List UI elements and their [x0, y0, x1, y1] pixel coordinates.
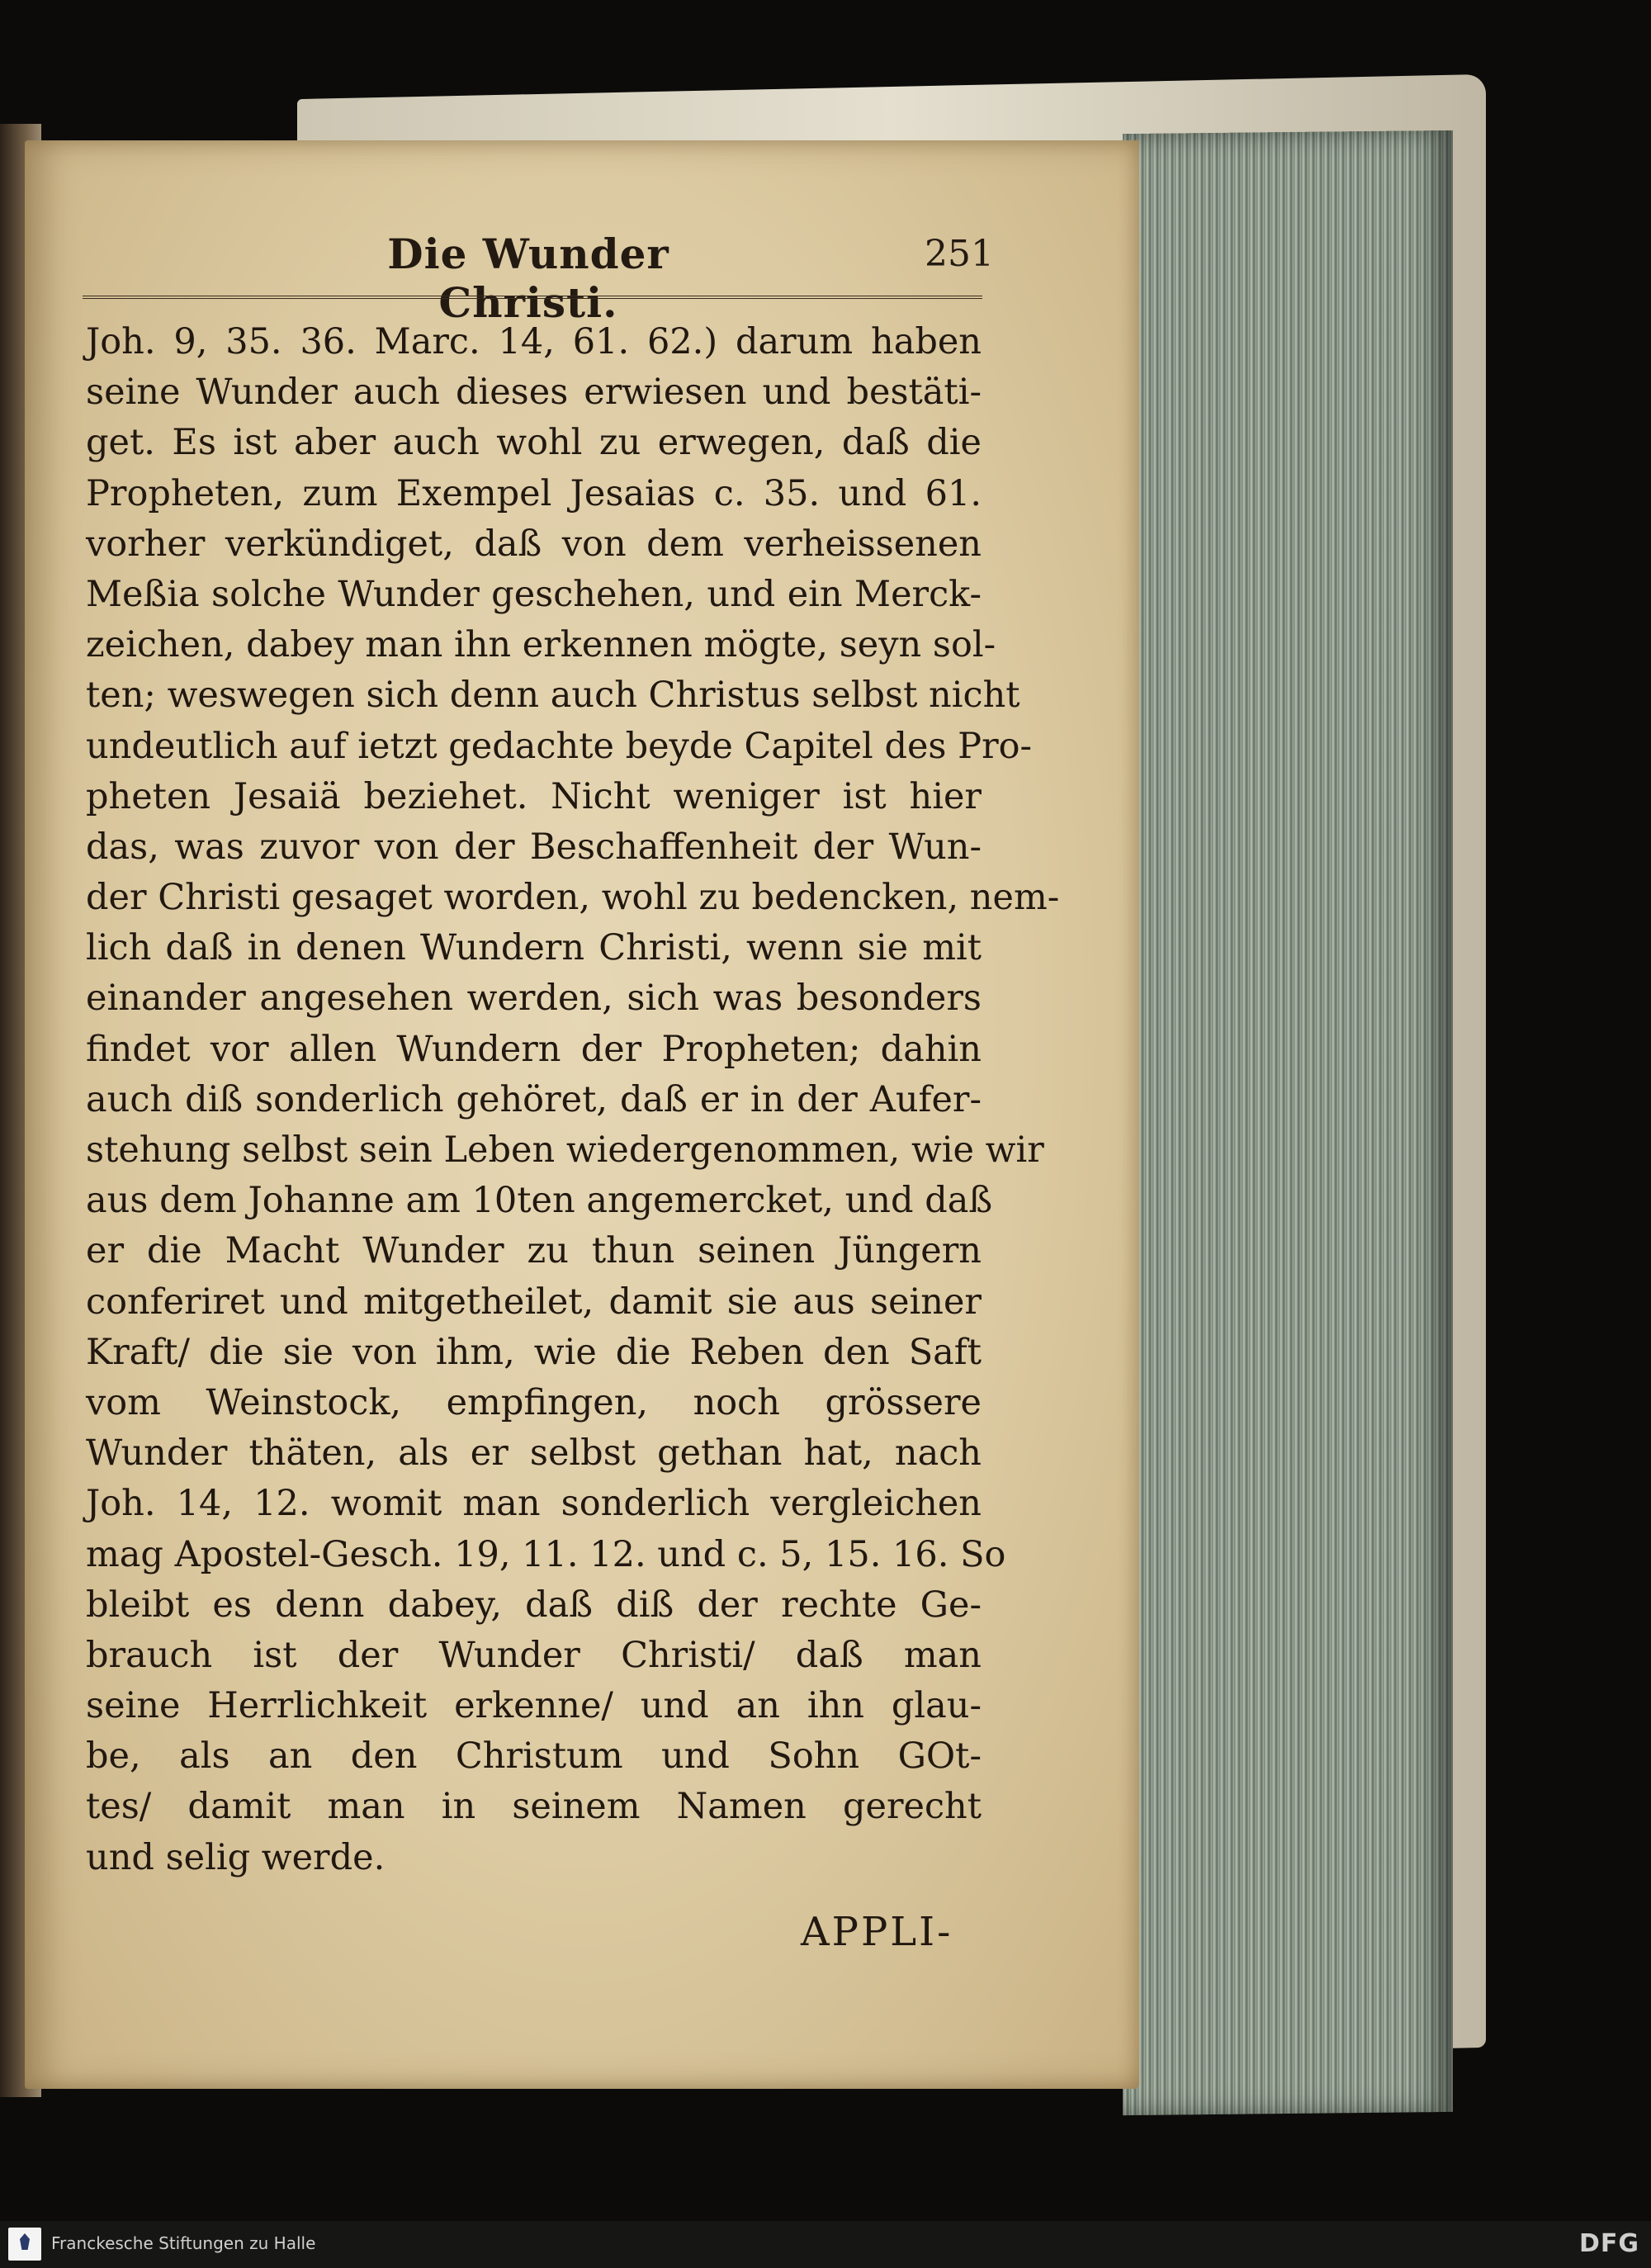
text-line: er die Macht Wunder zu thun seinen Jüngern [86, 1230, 982, 1272]
text-line: conferiret und mitgetheilet, damit sie aus seiner [86, 1281, 982, 1323]
footer-institution: Franckesche Stiftungen zu Halle [51, 2233, 316, 2253]
text-line: vorher verkündiget, daß von dem verheissenen [86, 523, 982, 565]
text-line: mag Apostel-Gesch. 19, 11. 12. und c. 5, 15. 16. So [86, 1533, 1006, 1575]
text-line: pheten Jesaiä beziehet. Nicht weniger ist hier [86, 775, 982, 817]
text-line: tes/ damit man in seinem Namen gerecht [86, 1786, 982, 1828]
text-line: be, als an den Christum und Sohn GOt- [86, 1735, 982, 1778]
viewer-footer [0, 2221, 1651, 2268]
body-text [86, 317, 1060, 1883]
text-line: zeichen, dabey man ihn erkennen mögte, seyn sol- [86, 624, 996, 666]
text-line: lich daß in denen Wundern Christi, wenn sie mit [86, 927, 982, 969]
text-line: Joh. 14, 12. womit man sonderlich vergleichen [86, 1483, 982, 1525]
text-line: auch diß sonderlich gehöret, daß er in der Aufer- [86, 1078, 982, 1120]
text-line: findet vor allen Wundern der Propheten; dahin [86, 1028, 982, 1070]
text-line: der Christi gesaget worden, wohl zu bedencken, nem- [86, 877, 1060, 919]
text-line: ten; weswegen sich denn auch Christus selbst nicht [86, 675, 1020, 717]
dfg-logo[interactable]: DFG [1578, 2229, 1639, 2258]
text-line: Kraft/ die sie von ihm, wie die Reben den Saft [86, 1331, 982, 1373]
text-line: vom Weinstock, empfingen, noch grössere [86, 1381, 982, 1423]
text-line: Meßia solche Wunder geschehen, und ein Merck- [86, 573, 982, 615]
text-line: bleibt es denn dabey, daß diß der rechte Ge- [86, 1584, 982, 1626]
text-line: get. Es ist aber auch wohl zu erwegen, daß die [86, 422, 982, 464]
text-line: brauch ist der Wunder Christi/ daß man [86, 1634, 982, 1676]
text-line: Propheten, zum Exempel Jesaias c. 35. und 61. [86, 472, 982, 514]
header-rule [83, 296, 982, 299]
text-line: und selig werde. [86, 1836, 386, 1878]
page-number: 251 [925, 233, 994, 275]
text-line: Joh. 9, 35. 36. Marc. 14, 61. 62.) darum haben [86, 321, 982, 362]
text-line: seine Herrlichkeit erkenne/ und an ihn glau- [86, 1685, 982, 1727]
franckesche-stiftungen-logo-icon[interactable] [8, 2228, 41, 2261]
page-edges [1123, 130, 1453, 2115]
text-line: Wunder thäten, als er selbst gethan hat, nach [86, 1432, 982, 1475]
text-line: das, was zuvor von der Beschaffenheit der Wun- [86, 826, 982, 868]
catchword: APPLI- [801, 1909, 953, 1955]
running-head: Die Wunder Christi. [387, 230, 669, 327]
text-line: aus dem Johanne am 10ten angemercket, und daß [86, 1180, 993, 1222]
text-line: stehung selbst sein Leben wiedergenommen, wie wir [86, 1129, 1044, 1171]
text-line: einander angesehen werden, sich was besonders [86, 978, 982, 1020]
text-line: seine Wunder auch dieses erwiesen und bestäti- [86, 372, 982, 414]
text-line: undeutlich auf ietzt gedachte beyde Capitel des Pro- [86, 725, 1033, 767]
